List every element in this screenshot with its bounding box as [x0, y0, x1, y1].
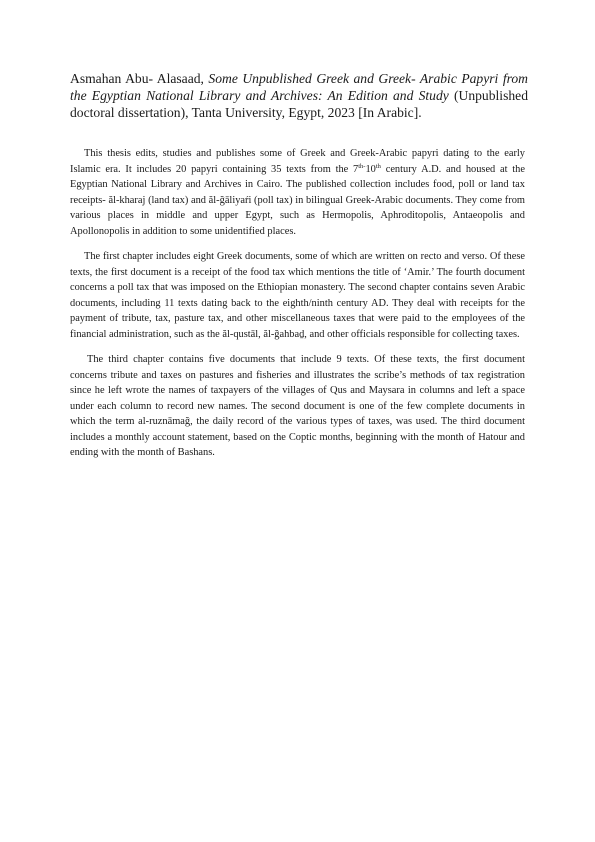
citation-title: Some Unpublished Greek and Greek- Arabic Papyri from the Egyptian National Library and Archives: An Edition and Study	[70, 71, 528, 104]
paragraph-1-text-c: century A.D. and housed at the Egyptian National Library and Archives in Cairo. The published collection includes food, poll or land tax receipts- ăl-kharaj (land tax) and ăl-ğāliyaŕi (poll tax) in bilingual Greek-Arabic documents. They come from various places in middle and upper Egypt, such as Hermopolis, Aphroditopolis, Antaeopolis and Apollonopolis in addition to some unidentified places.	[70, 163, 525, 237]
citation-heading	[70, 70, 528, 122]
citation-author: Asmahan Abu- Alasaad,	[70, 71, 209, 86]
abstract-paragraph-1	[70, 146, 525, 240]
abstract-paragraph-2: The first chapter includes eight Greek documents, some of which are written on recto and verso. Of these texts, the first document is a receipt of the food tax which mentions the title of ‘Amir.’ The fourth document concerns a poll tax that was imposed on the Ethiopian monastery. The second chapter contains seven Arabic documents, including 11 texts dating back to the eighth/ninth century AD. They deal with receipts for the payment of tribute, tax, pasture tax, and other miscellaneous taxes that were paid to the employees of the financial administration, such as the ăl-qustāl, ăl-ğahbaḏ, and other officials responsible for collecting taxes.	[70, 250, 525, 340]
century-superscript-2: th	[375, 162, 381, 170]
century-superscript-1: th-	[358, 162, 366, 170]
abstract-body	[70, 146, 525, 470]
citation-details: (Unpublished doctoral dissertation), Tanta University, Egypt, 2023 [In Arabic].	[70, 88, 528, 121]
abstract-paragraph-3: The third chapter contains five documents that include 9 texts. Of these texts, the first document concerns tribute and taxes on pastures and fisheries and illustrates the scribe’s methods of tax registration since he left wrote the names of taxpayers of the villages of Qus and Maysara in columns and left a space under each column to record new names. The second document is one of the few complete documents in which the term al-ruznāmağ, the daily record of the various types of taxes, was used. The third document includes a monthly account statement, based on the Coptic months, beginning with the month of Hatour and ending with the month of Bashans.	[70, 353, 525, 459]
paragraph-1-text-b: 10	[365, 163, 376, 175]
paragraph-1-text-a: This thesis edits, studies and publishes some of Greek and Greek-Arabic papyri dating to the early Islamic era. It includes 20 papyri containing 35 texts from the 7	[70, 148, 525, 175]
